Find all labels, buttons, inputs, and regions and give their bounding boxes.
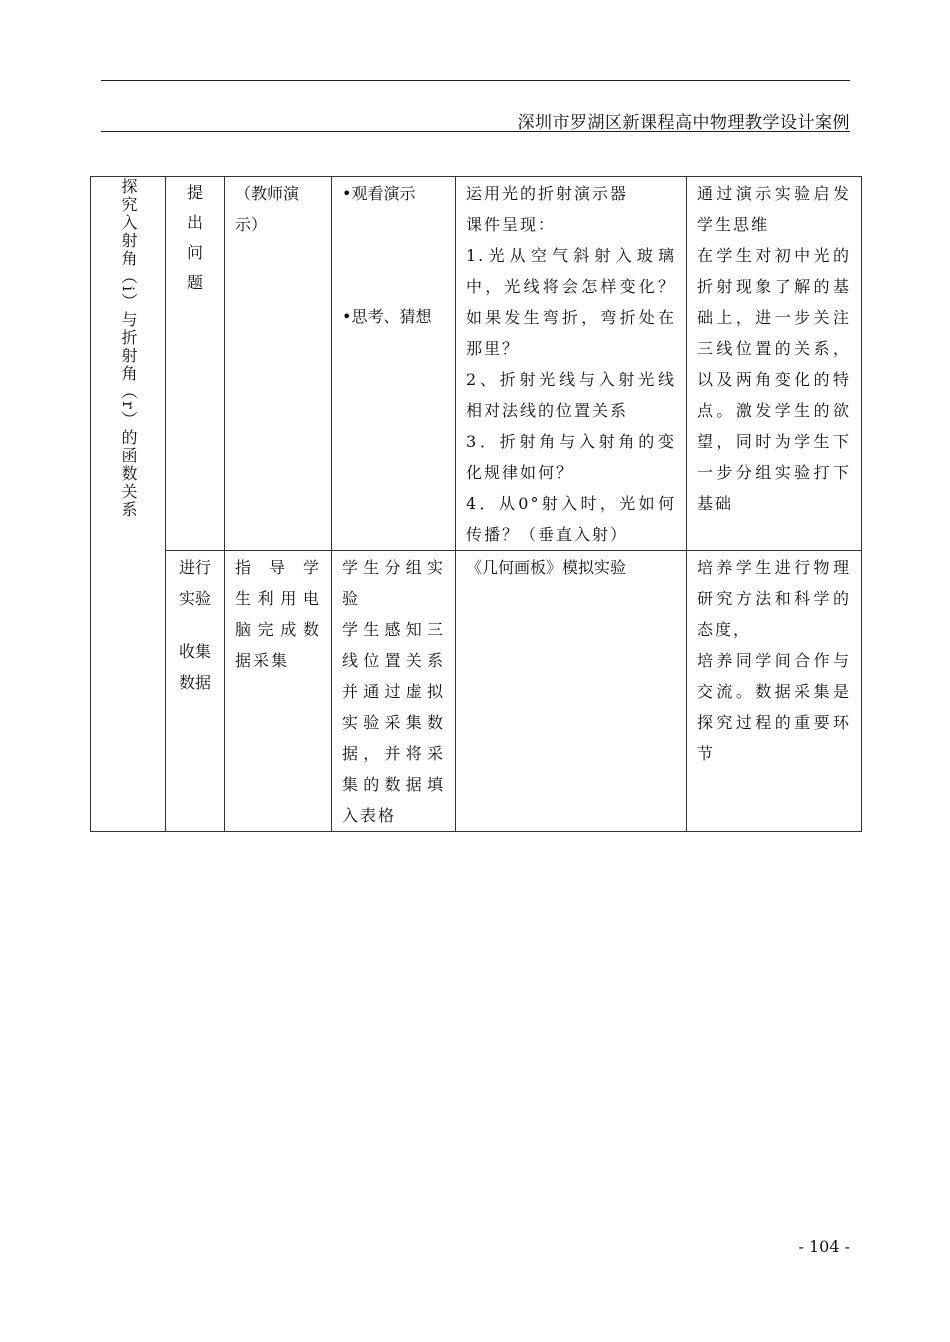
header-rule-bottom bbox=[101, 131, 850, 132]
student-activity-cell bbox=[332, 177, 456, 551]
design-intent-cell bbox=[687, 177, 862, 551]
intent-line: 培养学生进行物理研究方法和科学的态度， bbox=[697, 558, 851, 639]
content-cell: 《几何画板》模拟实验 bbox=[456, 551, 687, 832]
content-line: 课件呈现： bbox=[466, 215, 557, 234]
student-activity-line: 学生分组实验 bbox=[342, 558, 445, 608]
content-line: 4．从0°射入时，光如何传播？（垂直入射） bbox=[466, 494, 676, 544]
step-cell-experiment bbox=[166, 551, 225, 832]
intent-line: 培养同学间合作与交流。数据采集是探究过程的重要环节 bbox=[697, 651, 851, 763]
student-activity-think: •思考、猜想 bbox=[342, 307, 432, 326]
intent-line: 通过演示实验启发学生思维 bbox=[697, 184, 851, 234]
table-row bbox=[91, 551, 862, 832]
content-line: 3．折射角与入射角的变化规律如何？ bbox=[466, 432, 676, 482]
teacher-activity-cell: （教师演示） bbox=[225, 177, 332, 551]
student-activity-line: 学生感知三线位置关系并通过虚拟实验采集数据，并将采集的数据填入表格 bbox=[342, 620, 445, 825]
teacher-activity-cell: 指 导 学生利用电脑完成数据采集 bbox=[225, 551, 332, 832]
intent-line: 在学生对初中光的折射现象了解的基础上，进一步关注三线位置的关系，以及两角变化的特点。激发学生的欲望，同时为学生下一步分组实验打下基础 bbox=[697, 246, 851, 513]
table-row bbox=[91, 177, 862, 551]
step-label: 收集数据 bbox=[178, 642, 211, 692]
design-intent-cell bbox=[687, 551, 862, 832]
student-activity-watch: •观看演示 bbox=[342, 184, 416, 203]
step-label: 进行实验 bbox=[178, 558, 211, 608]
step-label: 提出问题 bbox=[187, 183, 204, 292]
content-cell bbox=[456, 177, 687, 551]
theme-text: 探究入射角（i）与折射角（r）的函数关系 bbox=[119, 178, 138, 519]
lesson-plan-table bbox=[90, 176, 862, 832]
content-line: 运用光的折射演示器 bbox=[466, 184, 629, 203]
document-header-title: 深圳市罗湖区新课程高中物理教学设计案例 bbox=[517, 113, 850, 133]
theme-cell bbox=[91, 177, 166, 832]
student-activity-cell bbox=[332, 551, 456, 832]
content-line: 2、折射光线与入射光线相对法线的位置关系 bbox=[466, 370, 676, 420]
page-number: - 104 - bbox=[798, 1237, 850, 1256]
header-rule-top bbox=[101, 80, 850, 81]
step-cell-ask-question bbox=[166, 177, 225, 551]
content-line: 1.光从空气斜射入玻璃中，光线将会怎样变化？如果发生弯折，弯折处在那里？ bbox=[466, 246, 676, 358]
